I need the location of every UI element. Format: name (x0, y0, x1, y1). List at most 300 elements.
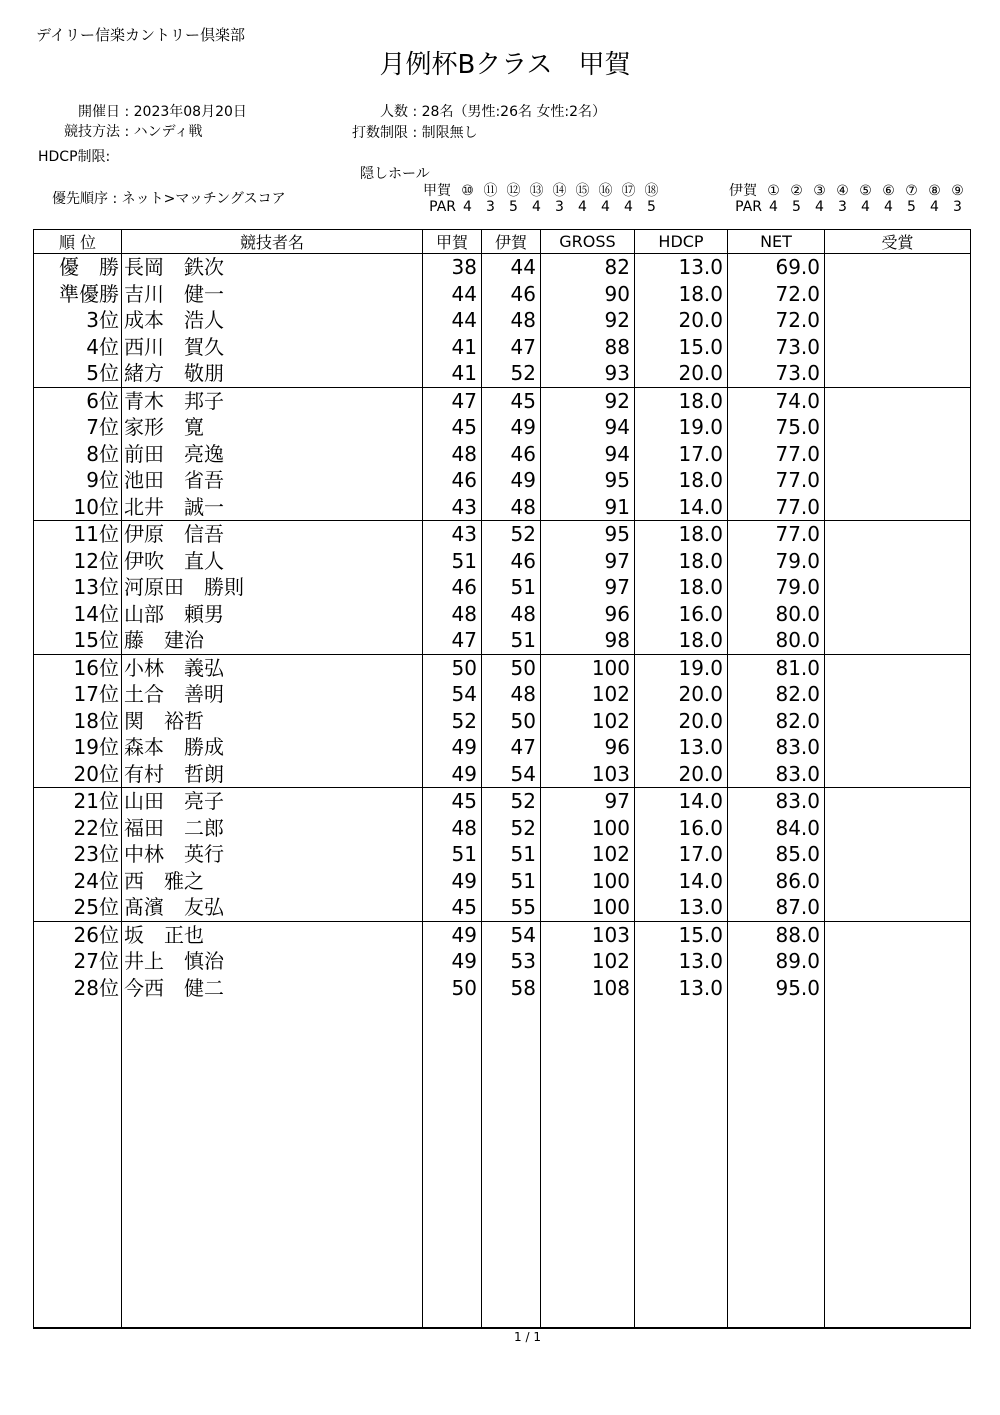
cell-rank: 15位 (34, 627, 122, 654)
par-value: 4 (532, 199, 541, 215)
cell-k: 47 (423, 627, 482, 654)
cell-gross: 91 (541, 494, 635, 521)
cell-net: 83.0 (728, 761, 825, 788)
cell-gross: 97 (541, 548, 635, 575)
cell-k: 51 (423, 841, 482, 868)
cell-k: 41 (423, 334, 482, 361)
col-iga: 伊賀 (482, 230, 541, 254)
table-row (34, 254, 971, 281)
table-row (34, 521, 971, 548)
cell-rank: 16位 (34, 654, 122, 681)
par-value: 4 (930, 199, 939, 215)
stroke-row (330, 122, 478, 142)
cell-k: 48 (423, 601, 482, 628)
cell-award (825, 948, 971, 975)
cell-i: 50 (482, 708, 541, 735)
hdcp-limit-label: HDCP制限: (38, 149, 111, 165)
cell-i: 51 (482, 574, 541, 601)
people-label: 人数 (380, 104, 408, 120)
cell-name: 森本 勝成 (122, 734, 423, 761)
cell-net: 86.0 (728, 868, 825, 895)
priority-label: 優先順序 (52, 191, 108, 207)
cell-net: 77.0 (728, 441, 825, 468)
cell-i: 50 (482, 654, 541, 681)
hidden-holes-in (724, 180, 969, 200)
par-value: 4 (601, 199, 610, 215)
table-row (34, 921, 971, 948)
empty-cell (482, 1001, 541, 1328)
cell-i: 51 (482, 868, 541, 895)
cell-gross: 96 (541, 601, 635, 628)
cell-i: 52 (482, 521, 541, 548)
cell-k: 45 (423, 894, 482, 921)
col-hdcp: HDCP (635, 230, 728, 254)
cell-net: 84.0 (728, 815, 825, 842)
cell-gross: 103 (541, 921, 635, 948)
cell-hdcp: 14.0 (635, 868, 728, 895)
cell-name: 有村 哲朗 (122, 761, 423, 788)
cell-hdcp: 20.0 (635, 681, 728, 708)
cell-rank: 18位 (34, 708, 122, 735)
date-label: 開催日 (78, 104, 120, 120)
empty-cell (825, 1001, 971, 1328)
cell-i: 52 (482, 788, 541, 815)
cell-net: 83.0 (728, 788, 825, 815)
cell-name: 青木 邦子 (122, 387, 423, 414)
table-row (34, 734, 971, 761)
cell-i: 51 (482, 841, 541, 868)
cell-k: 49 (423, 734, 482, 761)
cell-rank: 8位 (34, 441, 122, 468)
cell-k: 51 (423, 548, 482, 575)
stroke-label: 打数制限 (352, 125, 408, 141)
priority-sep: : (112, 191, 118, 207)
club-name: デイリー信楽カントリー倶楽部 (36, 26, 245, 44)
cell-gross: 102 (541, 708, 635, 735)
results-body (34, 254, 971, 1329)
cell-i: 52 (482, 815, 541, 842)
cell-k: 50 (423, 975, 482, 1002)
table-row (34, 548, 971, 575)
cell-award (825, 654, 971, 681)
hole-number: ⑫ (506, 183, 521, 199)
cell-award (825, 627, 971, 654)
cell-gross: 90 (541, 281, 635, 308)
hole-number: ② (790, 183, 803, 199)
hole-number: ⑬ (529, 183, 544, 199)
table-row (34, 788, 971, 815)
cell-k: 41 (423, 360, 482, 387)
cell-award (825, 574, 971, 601)
table-row (34, 894, 971, 921)
cell-i: 48 (482, 494, 541, 521)
hole-number: ⑰ (621, 183, 636, 199)
cell-award (825, 601, 971, 628)
cell-k: 47 (423, 387, 482, 414)
cell-net: 80.0 (728, 601, 825, 628)
out-par-label: PAR (429, 199, 456, 215)
cell-net: 74.0 (728, 387, 825, 414)
col-koka: 甲賀 (423, 230, 482, 254)
cell-award (825, 548, 971, 575)
table-filler-row (34, 1001, 971, 1328)
cell-net: 79.0 (728, 574, 825, 601)
cell-k: 49 (423, 948, 482, 975)
cell-gross: 95 (541, 521, 635, 548)
cell-hdcp: 17.0 (635, 441, 728, 468)
cell-hdcp: 18.0 (635, 387, 728, 414)
cell-k: 50 (423, 654, 482, 681)
table-row (34, 681, 971, 708)
cell-gross: 92 (541, 307, 635, 334)
cell-net: 73.0 (728, 334, 825, 361)
cell-rank: 19位 (34, 734, 122, 761)
hole-number: ⑮ (575, 183, 590, 199)
cell-name: 西 雅之 (122, 868, 423, 895)
cell-net: 77.0 (728, 494, 825, 521)
cell-k: 44 (423, 307, 482, 334)
cell-i: 54 (482, 921, 541, 948)
table-row (34, 601, 971, 628)
cell-net: 87.0 (728, 894, 825, 921)
cell-rank: 14位 (34, 601, 122, 628)
table-row (34, 948, 971, 975)
cell-gross: 97 (541, 788, 635, 815)
cell-hdcp: 14.0 (635, 494, 728, 521)
hole-number: ⑤ (859, 183, 872, 199)
cell-award (825, 441, 971, 468)
par-value: 5 (792, 199, 801, 215)
cell-name: 土合 善明 (122, 681, 423, 708)
cell-i: 51 (482, 627, 541, 654)
cell-rank: 11位 (34, 521, 122, 548)
par-value: 4 (861, 199, 870, 215)
cell-k: 45 (423, 414, 482, 441)
hole-number: ⑨ (951, 183, 964, 199)
cell-gross: 96 (541, 734, 635, 761)
hole-number: ④ (836, 183, 849, 199)
cell-name: 井上 慎治 (122, 948, 423, 975)
people-sep: : (412, 104, 418, 120)
cell-k: 48 (423, 815, 482, 842)
table-row (34, 654, 971, 681)
cell-hdcp: 13.0 (635, 948, 728, 975)
hole-number: ① (767, 183, 780, 199)
table-header-row (34, 230, 971, 254)
cell-award (825, 521, 971, 548)
cell-name: 小林 義弘 (122, 654, 423, 681)
cell-hdcp: 18.0 (635, 574, 728, 601)
empty-cell (122, 1001, 423, 1328)
cell-rank: 7位 (34, 414, 122, 441)
cell-name: 北井 誠一 (122, 494, 423, 521)
cell-name: 河原田 勝則 (122, 574, 423, 601)
table-row (34, 841, 971, 868)
cell-hdcp: 18.0 (635, 548, 728, 575)
hole-number: ⑯ (598, 183, 613, 199)
cell-gross: 103 (541, 761, 635, 788)
cell-name: 成本 浩人 (122, 307, 423, 334)
par-value: 5 (509, 199, 518, 215)
cell-hdcp: 15.0 (635, 334, 728, 361)
cell-net: 72.0 (728, 281, 825, 308)
cell-award (825, 868, 971, 895)
cell-gross: 82 (541, 254, 635, 281)
col-rank: 順 位 (34, 230, 122, 254)
cell-rank: 6位 (34, 387, 122, 414)
cell-i: 48 (482, 307, 541, 334)
cell-award (825, 414, 971, 441)
cell-k: 38 (423, 254, 482, 281)
empty-cell (635, 1001, 728, 1328)
cell-award (825, 761, 971, 788)
cell-rank: 準優勝 (34, 281, 122, 308)
cell-name: 緒方 敬朋 (122, 360, 423, 387)
cell-rank: 12位 (34, 548, 122, 575)
cell-gross: 88 (541, 334, 635, 361)
cell-net: 89.0 (728, 948, 825, 975)
cell-award (825, 334, 971, 361)
cell-gross: 94 (541, 414, 635, 441)
hole-number: ⑭ (552, 183, 567, 199)
people-value: 28名（男性:26名 女性:2名） (421, 104, 607, 120)
cell-rank: 5位 (34, 360, 122, 387)
cell-hdcp: 18.0 (635, 627, 728, 654)
cell-name: 家形 寛 (122, 414, 423, 441)
in-par-label: PAR (735, 199, 762, 215)
cell-gross: 92 (541, 387, 635, 414)
cell-name: 伊原 信吾 (122, 521, 423, 548)
page-number: 1 / 1 (514, 1330, 541, 1344)
par-value: 4 (769, 199, 778, 215)
cell-award (825, 841, 971, 868)
cell-award (825, 254, 971, 281)
cell-name: 伊吹 直人 (122, 548, 423, 575)
cell-rank: 23位 (34, 841, 122, 868)
method-row (40, 121, 203, 141)
cell-rank: 27位 (34, 948, 122, 975)
cell-name: 長岡 鉄次 (122, 254, 423, 281)
cell-k: 54 (423, 681, 482, 708)
date-sep: : (124, 104, 130, 120)
in-course-label: 伊賀 (729, 183, 757, 199)
stroke-sep: : (412, 125, 418, 141)
cell-hdcp: 19.0 (635, 414, 728, 441)
cell-k: 45 (423, 788, 482, 815)
table-row (34, 761, 971, 788)
empty-cell (34, 1001, 122, 1328)
cell-name: 髙濱 友弘 (122, 894, 423, 921)
cell-hdcp: 20.0 (635, 307, 728, 334)
table-row (34, 494, 971, 521)
cell-gross: 100 (541, 894, 635, 921)
cell-name: 中林 英行 (122, 841, 423, 868)
cell-net: 80.0 (728, 627, 825, 654)
cell-award (825, 894, 971, 921)
cell-gross: 95 (541, 467, 635, 494)
par-value: 4 (624, 199, 633, 215)
cell-hdcp: 13.0 (635, 894, 728, 921)
cell-hdcp: 20.0 (635, 708, 728, 735)
cell-net: 83.0 (728, 734, 825, 761)
cell-award (825, 360, 971, 387)
cell-award (825, 815, 971, 842)
cell-i: 53 (482, 948, 541, 975)
stroke-value: 制限無し (421, 125, 478, 141)
cell-net: 95.0 (728, 975, 825, 1002)
cell-i: 52 (482, 360, 541, 387)
cell-hdcp: 16.0 (635, 815, 728, 842)
cell-k: 46 (423, 574, 482, 601)
cell-hdcp: 15.0 (635, 921, 728, 948)
cell-hdcp: 13.0 (635, 254, 728, 281)
cell-gross: 93 (541, 360, 635, 387)
table-row (34, 414, 971, 441)
hole-number: ⑦ (905, 183, 918, 199)
empty-cell (541, 1001, 635, 1328)
col-net: NET (728, 230, 825, 254)
cell-name: 坂 正也 (122, 921, 423, 948)
cell-i: 47 (482, 334, 541, 361)
cell-gross: 100 (541, 868, 635, 895)
table-row (34, 441, 971, 468)
cell-net: 82.0 (728, 708, 825, 735)
cell-gross: 102 (541, 948, 635, 975)
cell-rank: 17位 (34, 681, 122, 708)
cell-rank: 13位 (34, 574, 122, 601)
hidden-holes-label: 隠しホール (360, 166, 430, 182)
cell-net: 73.0 (728, 360, 825, 387)
cell-i: 46 (482, 441, 541, 468)
cell-name: 山田 亮子 (122, 788, 423, 815)
cell-gross: 97 (541, 574, 635, 601)
table-row (34, 281, 971, 308)
cell-rank: 20位 (34, 761, 122, 788)
cell-award (825, 788, 971, 815)
par-value: 3 (555, 199, 564, 215)
cell-rank: 3位 (34, 307, 122, 334)
par-value: 3 (838, 199, 847, 215)
table-row (34, 627, 971, 654)
cell-rank: 10位 (34, 494, 122, 521)
cell-net: 82.0 (728, 681, 825, 708)
cell-award (825, 734, 971, 761)
cell-rank: 24位 (34, 868, 122, 895)
empty-cell (423, 1001, 482, 1328)
cell-k: 49 (423, 868, 482, 895)
cell-award (825, 975, 971, 1002)
table-row (34, 387, 971, 414)
cell-net: 75.0 (728, 414, 825, 441)
cell-name: 今西 健二 (122, 975, 423, 1002)
empty-cell (728, 1001, 825, 1328)
cell-award (825, 921, 971, 948)
cell-net: 79.0 (728, 548, 825, 575)
table-row (34, 467, 971, 494)
date-row (40, 101, 247, 121)
cell-gross: 100 (541, 654, 635, 681)
cell-k: 49 (423, 921, 482, 948)
par-value: 4 (815, 199, 824, 215)
cell-net: 81.0 (728, 654, 825, 681)
cell-hdcp: 20.0 (635, 761, 728, 788)
par-value: 3 (486, 199, 495, 215)
cell-name: 関 裕哲 (122, 708, 423, 735)
method-sep: : (124, 124, 130, 140)
cell-award (825, 307, 971, 334)
out-course-label: 甲賀 (423, 183, 451, 199)
cell-net: 77.0 (728, 467, 825, 494)
cell-award (825, 708, 971, 735)
col-name: 競技者名 (122, 230, 423, 254)
par-value: 5 (647, 199, 656, 215)
cell-i: 44 (482, 254, 541, 281)
hole-number: ③ (813, 183, 826, 199)
cell-rank: 25位 (34, 894, 122, 921)
cell-hdcp: 18.0 (635, 281, 728, 308)
cell-award (825, 281, 971, 308)
par-value: 4 (578, 199, 587, 215)
cell-i: 45 (482, 387, 541, 414)
cell-net: 88.0 (728, 921, 825, 948)
cell-gross: 98 (541, 627, 635, 654)
cell-hdcp: 18.0 (635, 521, 728, 548)
cell-award (825, 494, 971, 521)
method-value: ハンディ戦 (133, 124, 203, 140)
cell-gross: 100 (541, 815, 635, 842)
table-row (34, 708, 971, 735)
cell-rank: 26位 (34, 921, 122, 948)
cell-rank: 4位 (34, 334, 122, 361)
priority-value: ネット>マッチングスコア (121, 191, 286, 207)
cell-gross: 108 (541, 975, 635, 1002)
cell-k: 52 (423, 708, 482, 735)
par-value: 4 (463, 199, 472, 215)
par-value: 3 (953, 199, 962, 215)
cell-net: 69.0 (728, 254, 825, 281)
table-row (34, 334, 971, 361)
cell-i: 58 (482, 975, 541, 1002)
cell-k: 44 (423, 281, 482, 308)
cell-rank: 優 勝 (34, 254, 122, 281)
cell-hdcp: 16.0 (635, 601, 728, 628)
cell-name: 吉川 健一 (122, 281, 423, 308)
cell-gross: 102 (541, 681, 635, 708)
par-value: 4 (884, 199, 893, 215)
hole-number: ⑱ (644, 183, 659, 199)
cell-k: 48 (423, 441, 482, 468)
cell-net: 85.0 (728, 841, 825, 868)
cell-k: 43 (423, 494, 482, 521)
cell-rank: 28位 (34, 975, 122, 1002)
results-table (33, 229, 971, 1329)
hidden-pars-out (418, 199, 663, 215)
cell-i: 46 (482, 281, 541, 308)
cell-gross: 94 (541, 441, 635, 468)
cell-name: 前田 亮逸 (122, 441, 423, 468)
cell-i: 46 (482, 548, 541, 575)
cell-award (825, 681, 971, 708)
cell-i: 54 (482, 761, 541, 788)
cell-i: 49 (482, 467, 541, 494)
table-row (34, 574, 971, 601)
cell-hdcp: 13.0 (635, 975, 728, 1002)
cell-rank: 22位 (34, 815, 122, 842)
method-label: 競技方法 (64, 124, 120, 140)
hole-number: ⑥ (882, 183, 895, 199)
cell-rank: 21位 (34, 788, 122, 815)
cell-hdcp: 17.0 (635, 841, 728, 868)
